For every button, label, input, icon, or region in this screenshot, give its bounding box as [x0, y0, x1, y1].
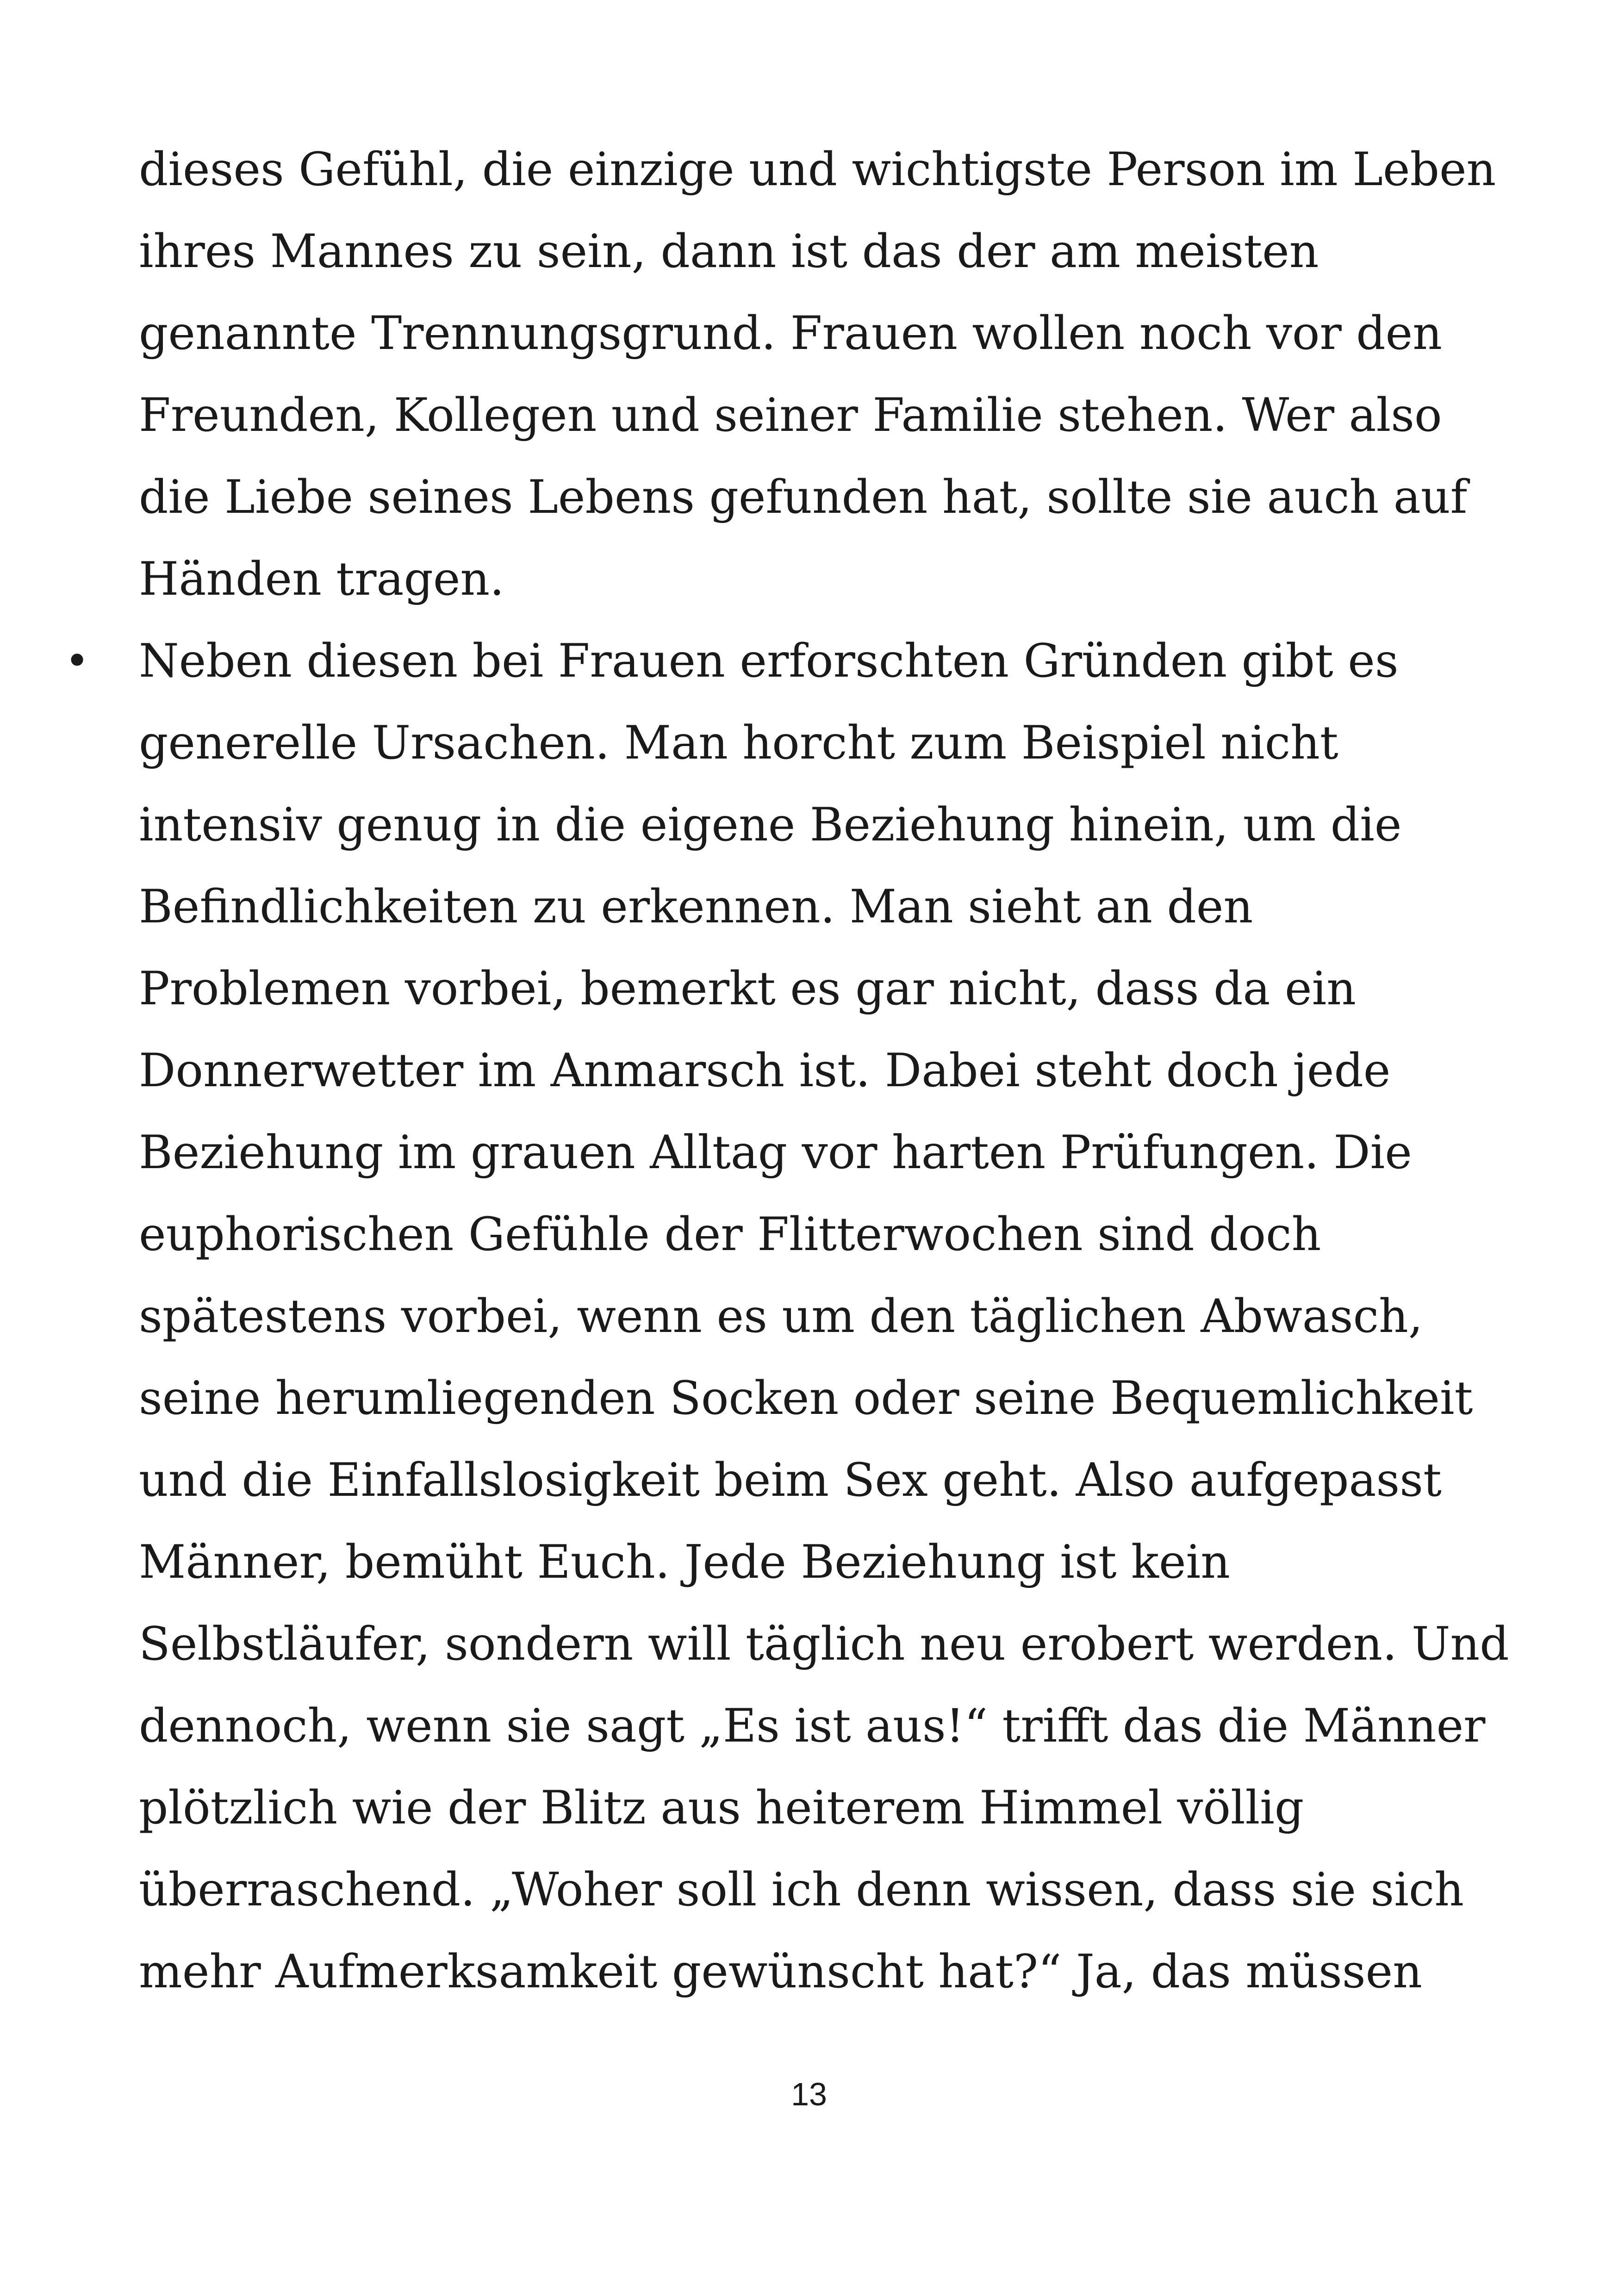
bullet-text-line: seine herumliegenden Socken oder seine Bequemlichkeit — [139, 1372, 1473, 1425]
body-text — [139, 129, 1509, 2013]
bullet-text-line: mehr Aufmerksamkeit gewünscht hat?“ Ja, das müssen — [139, 1945, 1423, 1998]
bullet-text-line: generelle Ursachen. Man horcht zum Beispiel nicht — [139, 716, 1338, 770]
page-number: 13 — [791, 2076, 827, 2112]
bullet-text-line: Männer, bemüht Euch. Jede Beziehung ist kein — [139, 1536, 1230, 1589]
bullet-text-line: Beziehung im grauen Alltag vor harten Prüfungen. Die — [139, 1126, 1412, 1179]
bullet-text-line: Problemen vorbei, bemerkt es gar nicht, dass da ein — [139, 962, 1357, 1015]
bullet-text-line: Donnerwetter im Anmarsch ist. Dabei steht doch jede — [139, 1044, 1391, 1097]
text-line: Händen tragen. — [139, 553, 504, 606]
text-line: ihres Mannes zu sein, dann ist das der am meisten — [139, 225, 1319, 278]
bullet-point: • — [65, 637, 90, 685]
bullet-text-line: euphorischen Gefühle der Flitterwochen sind doch — [139, 1208, 1321, 1261]
bullet-text-line: Neben diesen bei Frauen erforschten Gründen gibt es — [139, 635, 1399, 688]
bullet-text-line: dennoch, wenn sie sagt „Es ist aus!“ trifft das die Männer — [139, 1699, 1486, 1753]
bullet-text-line: Befindlichkeiten zu erkennen. Man sieht an den — [139, 880, 1253, 933]
bullet-text-line: Selbstläufer, sondern will täglich neu erobert werden. Und — [139, 1618, 1509, 1671]
text-line: die Liebe seines Lebens gefunden hat, sollte sie auch auf — [139, 471, 1468, 524]
text-line: Freunden, Kollegen und seiner Familie stehen. Wer also — [139, 389, 1442, 442]
bullet-text-line: überraschend. „Woher soll ich denn wissen, dass sie sich — [139, 1863, 1464, 1916]
bullet-text-line: spätestens vorbei, wenn es um den täglichen Abwasch, — [139, 1290, 1423, 1343]
text-line: dieses Gefühl, die einzige und wichtigste Person im Leben — [139, 143, 1496, 196]
bullet-text-line: plötzlich wie der Blitz aus heiterem Himmel völlig — [139, 1781, 1304, 1835]
text-line: genannte Trennungsgrund. Frauen wollen noch vor den — [139, 307, 1442, 360]
bullet-text-line: intensiv genug in die eigene Beziehung hinein, um die — [139, 798, 1402, 852]
bullet-text-line: und die Einfallslosigkeit beim Sex geht. Also aufgepasst — [139, 1454, 1442, 1507]
